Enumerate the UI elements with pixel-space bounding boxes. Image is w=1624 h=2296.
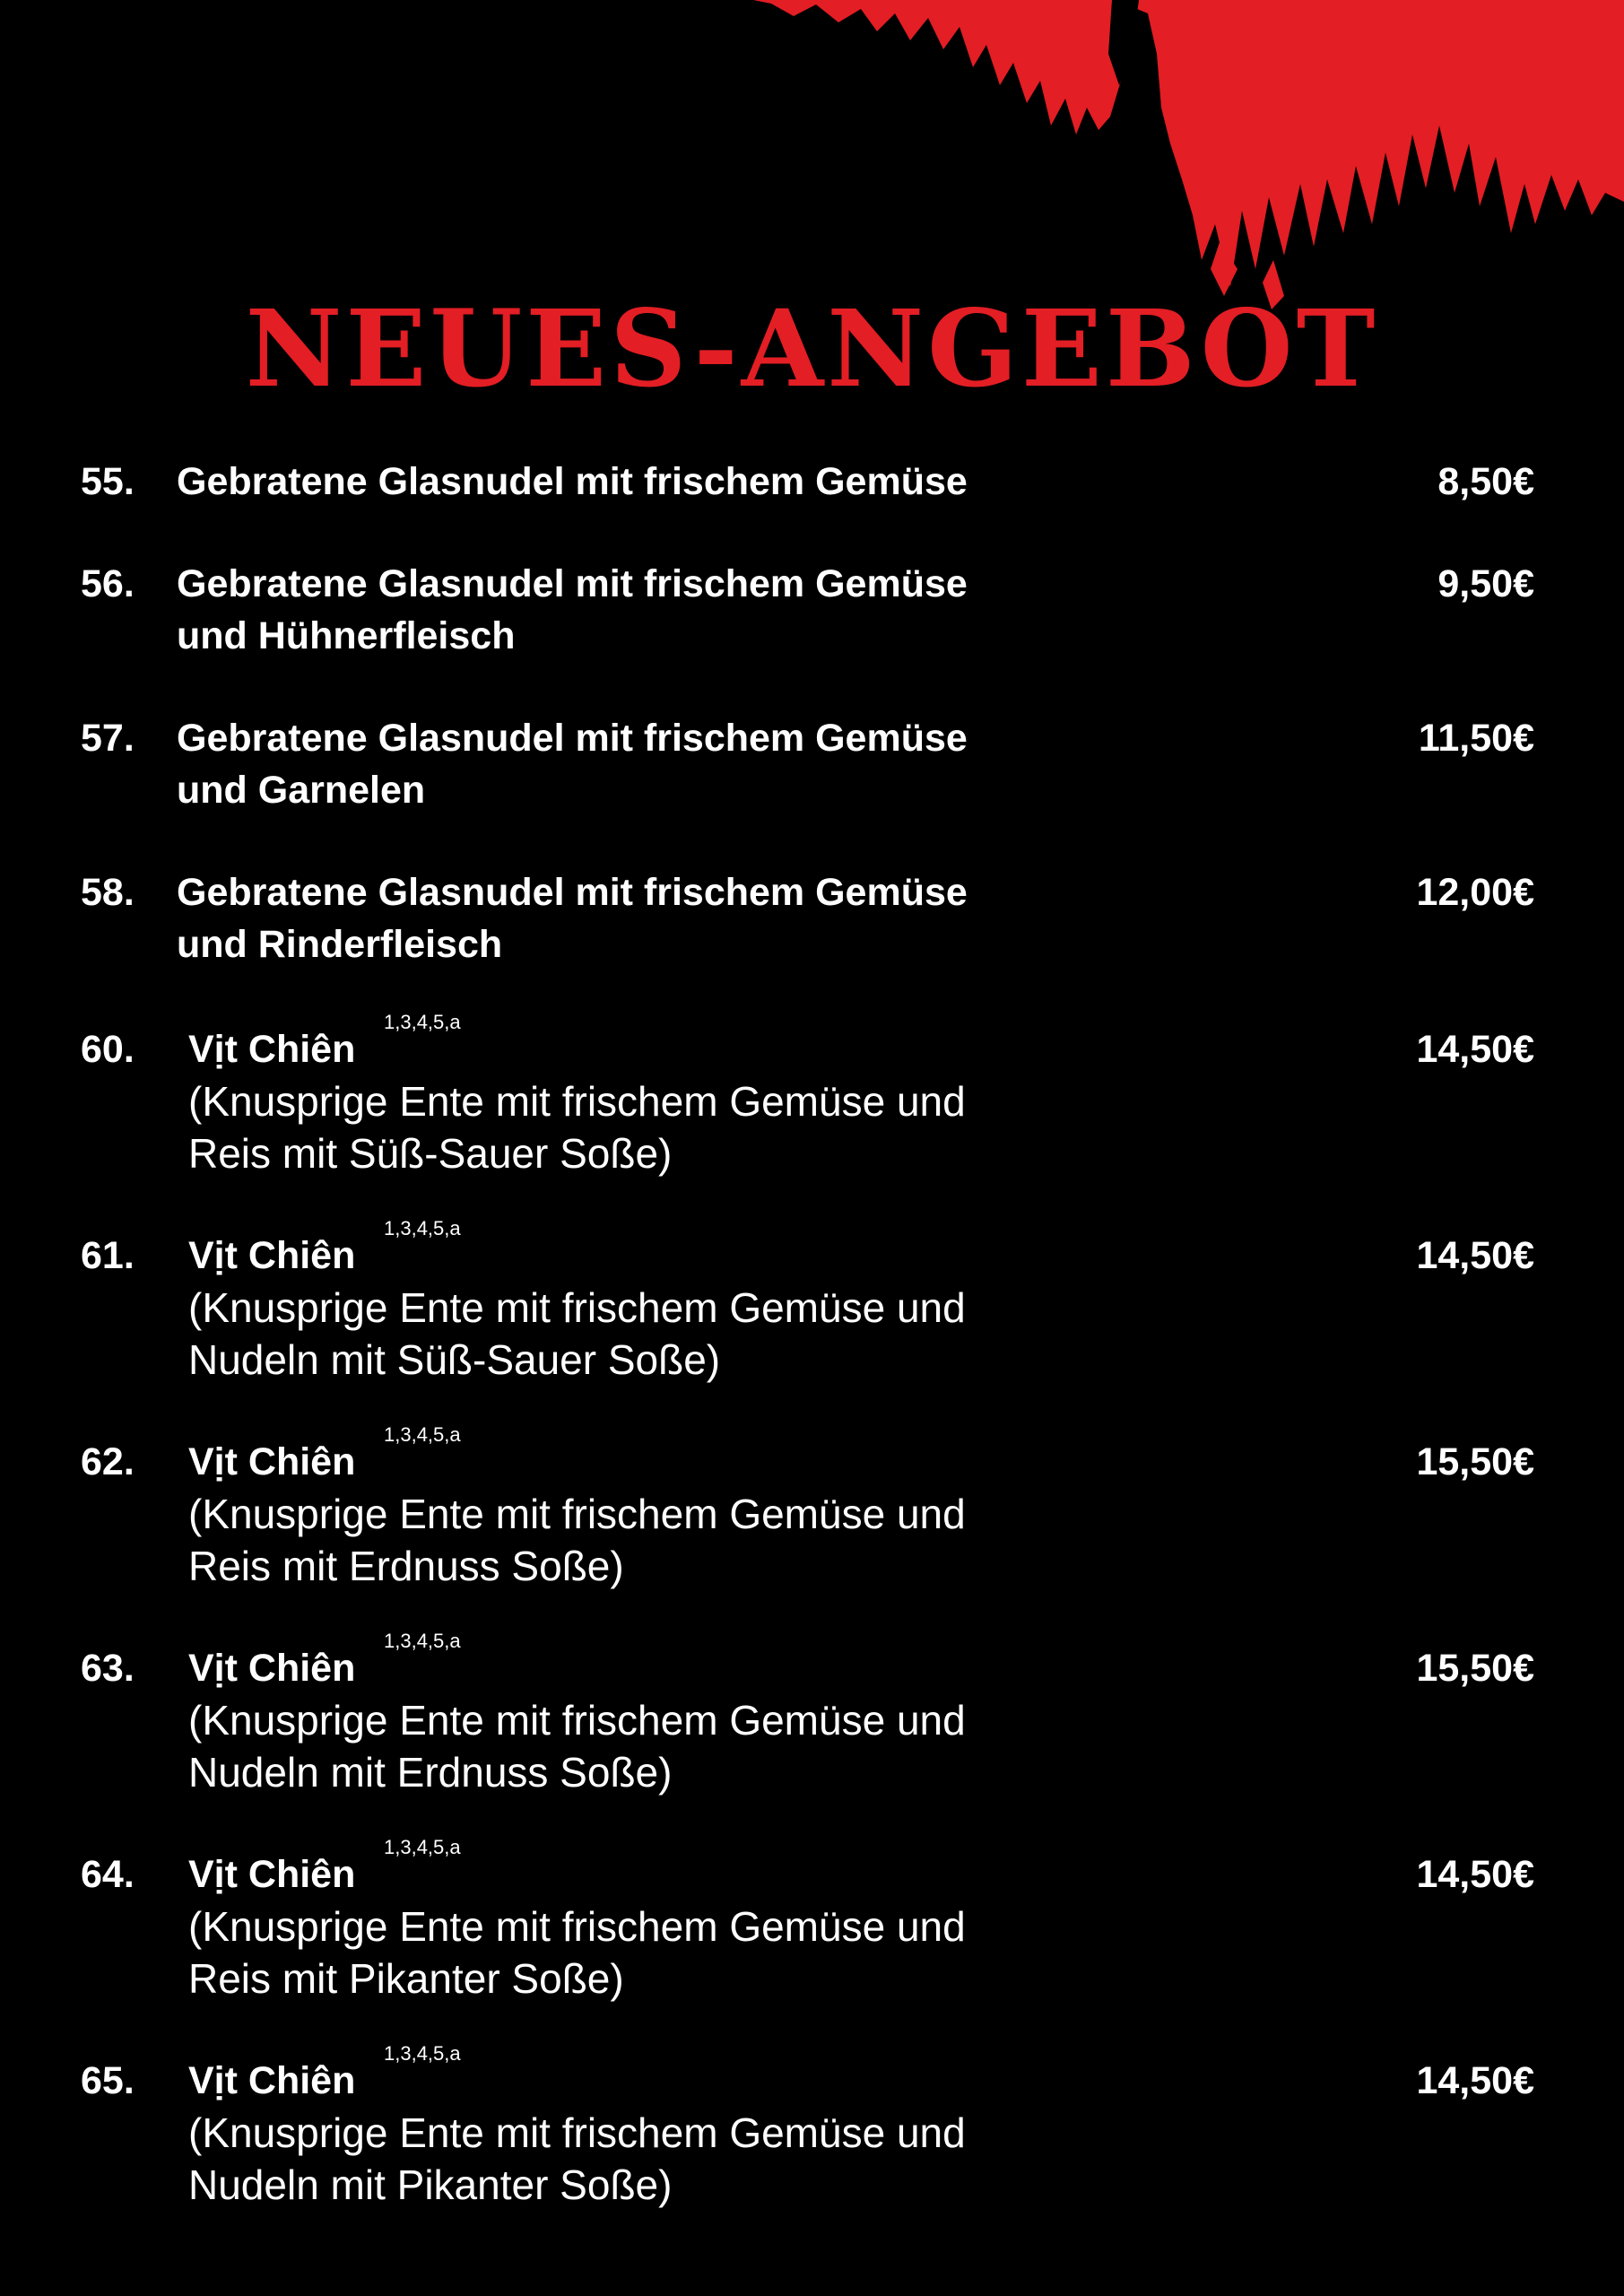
item-number: 61. <box>81 1234 135 1277</box>
item-price: 8,50€ <box>1437 460 1534 503</box>
item-description: (Knusprige Ente mit frischem Gemüse und Nudeln mit Pikanter Soße) <box>188 2109 966 2208</box>
item-description: (Knusprige Ente mit frischem Gemüse und Reis mit Pikanter Soße) <box>188 1903 966 2002</box>
item-number: 56. <box>81 562 135 605</box>
item-price: 11,50€ <box>1418 717 1534 760</box>
item-name: Vịt Chiên <box>188 1647 356 1690</box>
item-number: 58. <box>81 871 135 914</box>
item-number: 65. <box>81 2059 135 2102</box>
item-number: 62. <box>81 1440 135 1483</box>
item-name: Gebratene Glasnudel mit frischem Gemüse und Hühnerfleisch <box>177 562 968 657</box>
item-price: 15,50€ <box>1416 1440 1534 1483</box>
item-name: Vịt Chiên <box>188 1853 356 1896</box>
allergen-codes: 1,3,4,5,a <box>384 1217 461 1239</box>
allergen-codes: 1,3,4,5,a <box>384 1836 461 1858</box>
item-price: 12,00€ <box>1416 871 1534 914</box>
item-price: 14,50€ <box>1416 1853 1534 1896</box>
page-title-text: NEUES-ANGEBOT <box>245 286 1379 411</box>
item-number: 60. <box>81 1028 135 1071</box>
item-description: (Knusprige Ente mit frischem Gemüse und Nudeln mit Süß-Sauer Soße) <box>188 1284 966 1383</box>
item-price: 14,50€ <box>1416 1234 1534 1277</box>
item-number: 55. <box>81 460 135 503</box>
item-name: Gebratene Glasnudel mit frischem Gemüse <box>177 460 968 503</box>
item-number: 63. <box>81 1647 135 1690</box>
item-name: Gebratene Glasnudel mit frischem Gemüse und Garnelen <box>177 717 968 812</box>
item-name: Vịt Chiên <box>188 1028 356 1071</box>
allergen-codes: 1,3,4,5,a <box>384 1423 461 1446</box>
item-description: (Knusprige Ente mit frischem Gemüse und Reis mit Süß-Sauer Soße) <box>188 1078 966 1177</box>
item-number: 57. <box>81 717 135 760</box>
item-number: 64. <box>81 1853 135 1896</box>
allergen-codes: 1,3,4,5,a <box>384 1630 461 1652</box>
item-name: Vịt Chiên <box>188 1234 356 1277</box>
item-price: 9,50€ <box>1437 562 1534 605</box>
item-price: 14,50€ <box>1416 2059 1534 2102</box>
allergen-codes: 1,3,4,5,a <box>384 2042 461 2065</box>
page-title <box>0 286 1624 411</box>
item-price: 14,50€ <box>1416 1028 1534 1071</box>
item-price: 15,50€ <box>1416 1647 1534 1690</box>
allergen-codes: 1,3,4,5,a <box>384 1011 461 1033</box>
item-description: (Knusprige Ente mit frischem Gemüse und Nudeln mit Erdnuss Soße) <box>188 1697 966 1796</box>
item-name: Vịt Chiên <box>188 1440 356 1483</box>
item-name: Gebratene Glasnudel mit frischem Gemüse und Rinderfleisch <box>177 871 968 966</box>
item-description: (Knusprige Ente mit frischem Gemüse und Reis mit Erdnuss Soße) <box>188 1491 966 1589</box>
item-name: Vịt Chiên <box>188 2059 356 2102</box>
